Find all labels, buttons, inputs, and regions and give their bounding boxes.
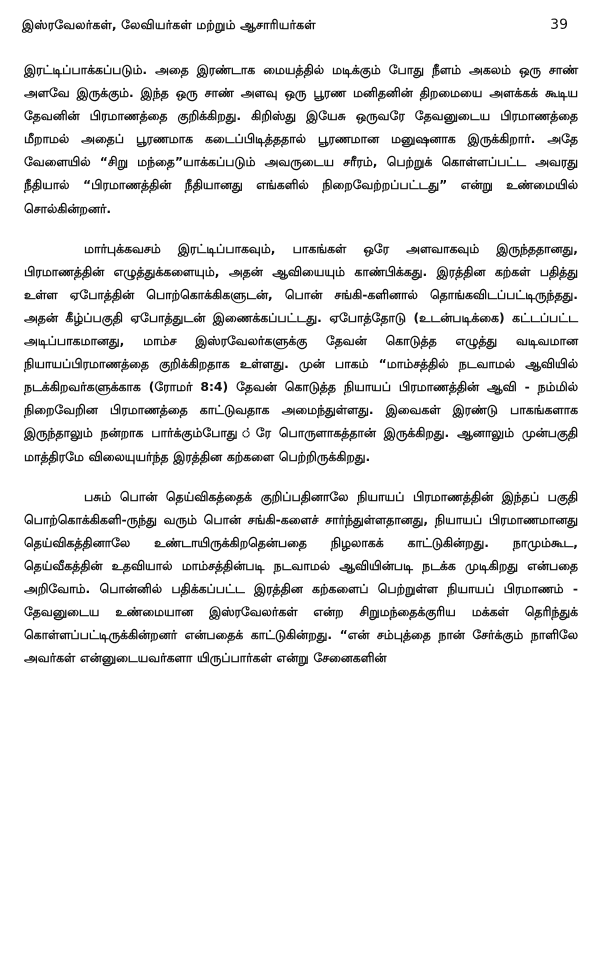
page-number: 39 bbox=[550, 17, 568, 33]
chapter-title: இஸ்ரவேலர்கள், லேவியர்கள் மற்றும் ஆசாரியர்கள் bbox=[22, 16, 316, 32]
body-text bbox=[24, 58, 578, 669]
paragraph-1: இரட்டிப்பாக்கப்படும். அதை இரண்டாக மையத்தில் மடிக்கும் போது நீளம் அகலம் ஒரு சாண் அளவே இருக்கும். இந்த ஒரு சாண் அளவு ஒரு பூரண மனிதனின் திறமையை அளக்கக் கூடிய தேவனின் பிரமாணத்தை குறிக்கிறது. கிறிஸ்து இயேசு ஒருவரே தேவனுடைய பிரமாணத்தை மீறாமல் அதைப் பூரணமாக கடைப்பிடித்ததால் பூரணமான மனுஷனாக இருக்கிறார். அதே வேளையில் “சிறு மந்தை”யாக்கப்படும் அவருடைய சரீரம், பெற்றுக் கொள்ளப்பட்ட அவரது நீதியால் “பிரமாணத்தின் நீதியானது எங்களில் நிறைவேற்றப்பட்டது” என்று உண்மையில் சொல்கின்றனர். bbox=[24, 62, 578, 216]
paragraph-2: மார்புக்கவசம் இரட்டிப்பாகவும், பாகங்கள் ஒரே அளவாகவும் இருந்ததானது, பிரமாணத்தின் எழுத்துக்களையும், அதன் ஆவியையும் காண்பிக்கது. இரத்தின கற்கள் பதித்து உள்ள ஏபோத்தின் பொற்கொக்கிகளுடன், பொன் சங்கி-களினால் தொங்கவிடப்பட்டிருந்தது. அதன் கீழ்ப்பகுதி ஏபோத்துடன் இணைக்கப்பட்டது. ஏபோத்தோடு (உடன்படிக்கை) கட்டப்பட்ட அடிப்பாகமானது, மாம்ச இஸ்ரவேலர்களுக்கு தேவன் கொடுத்த எழுத்து வடிவமான நியாயப்பிரமாணத்தை குறிக்கிறதாக உள்ளது. முன் பாகம் “மாம்சத்தில் நடவாமல் ஆவியில் நடக்கிறவர்களுக்காக (ரோமர் 8:4) தேவன் கொடுத்த நியாயப் பிரமாணத்தின் ஆவி - நம்மில் நிறைவேறின பிரமாணத்தை காட்டுவதாக அமைந்துள்ளது. இவைகள் இரண்டு பாகங்களாக இருந்தாலும் நன்றாக பார்க்கும்போது ்ரே பொருளாகத்தான் இருக்கிறது. ஆனாலும் முன்பகுதி மாத்திரமே விலையுயர்ந்த இரத்தின கற்களை பெற்றிருக்கிறது. bbox=[24, 240, 578, 464]
paragraph-3: பசும் பொன் தெய்விகத்தைக் குறிப்பதினாலே நியாயப் பிரமாணத்தின் இந்தப் பகுதி பொற்கொக்கிகளி-ருந்து வரும் பொன் சங்கி-களைச் சார்ந்துள்ளதானது, நியாயப் பிரமாணமானது தெய்விகத்தினாலே உண்டாயிருக்கிறதென்பதை நிழலாகக் காட்டுகின்றது. நாமும்கூட, தெய்வீகத்தின் உதவியால் மாம்சத்தின்படி நடவாமல் ஆவியின்படி நடக்க முடிகிறது என்பதை அறிவோம். பொன்னில் பதிக்கப்பட்ட இரத்தின கற்களைப் பெற்றுள்ள நியாயப் பிரமாணம் - தேவனுடைய உண்மையான இஸ்ரவேலர்கள் என்ற சிறுமந்தைக்குரிய மக்கள் தெரிந்துக் கொள்ளப்பட்டிருக்கின்றனர் என்பதைக் காட்டுகின்றது. “என் சம்புத்தை நான் சேர்க்கும் நாளிலே அவர்கள் என்னுடையவர்களா யிருப்பார்கள் என்று சேனைகளின் bbox=[24, 488, 578, 666]
running-header bbox=[22, 12, 578, 38]
